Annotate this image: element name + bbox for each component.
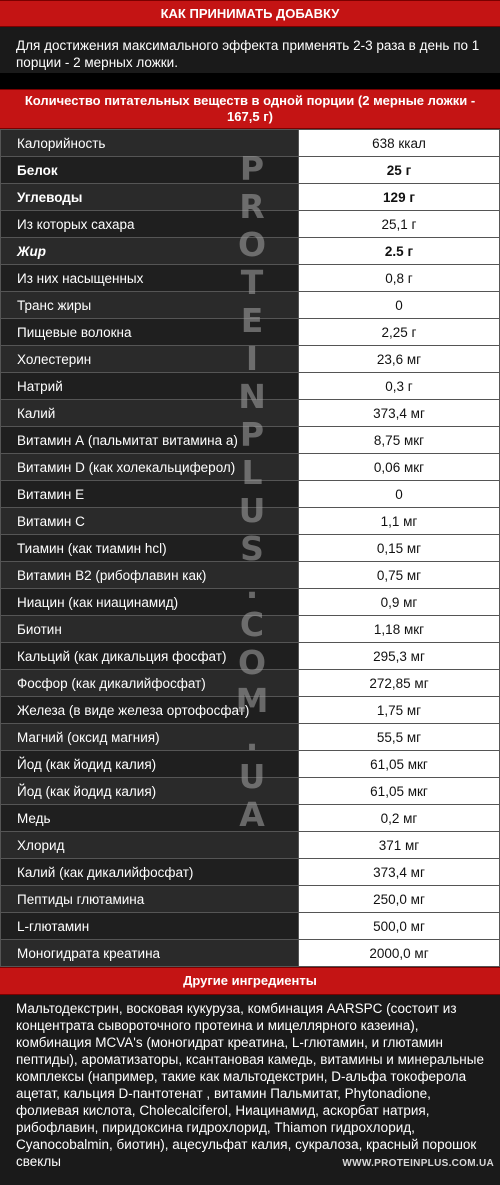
nutrient-name: Пищевые волокна: [1, 319, 299, 346]
nutrient-value: 25,1 г: [299, 211, 500, 238]
nutrient-value: 373,4 мг: [299, 859, 500, 886]
nutrient-name: Биотин: [1, 616, 299, 643]
watermark-letter: L: [241, 453, 263, 492]
table-row: [1, 805, 500, 832]
table-row: [1, 940, 500, 967]
nutrient-value: 0,2 мг: [299, 805, 500, 832]
nutrient-value: 0: [299, 481, 500, 508]
watermark-letter: O: [237, 225, 267, 264]
nutrient-name: Белок: [1, 157, 299, 184]
nutrient-value: 61,05 мкг: [299, 778, 500, 805]
nutrient-value: 61,05 мкг: [299, 751, 500, 778]
watermark-url: WWW.PROTEINPLUS.COM.UA: [342, 1158, 494, 1169]
watermark-letter: C: [239, 605, 265, 644]
table-row: [1, 481, 500, 508]
nutrient-name: L-глютамин: [1, 913, 299, 940]
usage-title: КАК ПРИНИМАТЬ ДОБАВКУ: [0, 0, 500, 27]
watermark-letter: A: [239, 795, 265, 834]
nutrient-name: Медь: [1, 805, 299, 832]
nutrient-name: Витамин D (как холекальциферол): [1, 454, 299, 481]
ingredients-text: Мальтодекстрин, восковая кукуруза, комбинация AARSPC (состоит из концентрата сывороточного протеина и мицеллярного казеина), комбинация MCVA's (моногидрат креатина, L-глютамин, и глютамин пептиды), ароматизаторы, ксантановая камедь, витамины и минеральные комплексы (например, такие как мальтодекстрин, D-альфа токоферола ацетат, кальция D-пантотенат , витамин Пальмитат, Phytonadione, фолиевая кислота, Cholecalciferol, Ниацинамид, аскорбат натрия, рибофлавин, пиридоксина гидрохлорид, Thiamon гидрохлорид, Cyanocobalmin, биотин), ацесульфат калия, сукралоза, красный порошок свеклы: [0, 995, 500, 1185]
table-row: [1, 697, 500, 724]
table-row: [1, 724, 500, 751]
nutrient-value: 129 г: [299, 184, 500, 211]
nutrient-name: Фосфор (как дикалийфосфат): [1, 670, 299, 697]
watermark-letter: O: [237, 643, 267, 682]
nutrition-section: [0, 89, 500, 967]
table-row: [1, 886, 500, 913]
table-row: [1, 373, 500, 400]
section-divider: [0, 73, 500, 89]
nutrient-name: Углеводы: [1, 184, 299, 211]
table-row: [1, 184, 500, 211]
nutrient-value: 638 ккал: [299, 130, 500, 157]
nutrient-value: 0,06 мкг: [299, 454, 500, 481]
nutrient-name: Хлорид: [1, 832, 299, 859]
nutrient-value: 2.5 г: [299, 238, 500, 265]
table-row: [1, 859, 500, 886]
table-row: [1, 157, 500, 184]
nutrient-name: Калий (как дикалийфосфат): [1, 859, 299, 886]
watermark-letter: U: [238, 757, 266, 796]
watermark-letter: .: [245, 567, 259, 606]
watermark-letter: P: [239, 415, 265, 454]
nutrient-value: 500,0 мг: [299, 913, 500, 940]
table-row: [1, 400, 500, 427]
nutrient-name: Витамин B2 (рибофлавин как): [1, 562, 299, 589]
nutrition-title: [0, 89, 500, 129]
table-row: [1, 589, 500, 616]
nutrient-value: 0,15 мг: [299, 535, 500, 562]
table-row: [1, 211, 500, 238]
table-row: [1, 643, 500, 670]
nutrient-name: Магний (оксид магния): [1, 724, 299, 751]
nutrient-value: 1,75 мг: [299, 697, 500, 724]
watermark-letter: I: [245, 339, 259, 378]
nutrient-name: Кальций (как дикальция фосфат): [1, 643, 299, 670]
nutrient-name: Калий: [1, 400, 299, 427]
table-row: [1, 454, 500, 481]
nutrient-name: Холестерин: [1, 346, 299, 373]
nutrient-name: Железа (в виде железа ортофосфат): [1, 697, 299, 724]
nutrient-value: 0,75 мг: [299, 562, 500, 589]
table-row: [1, 670, 500, 697]
nutrient-value: 1,1 мг: [299, 508, 500, 535]
table-row: [1, 508, 500, 535]
nutrient-value: 55,5 мг: [299, 724, 500, 751]
table-row: [1, 832, 500, 859]
ingredients-title: Другие ингредиенты: [0, 967, 500, 995]
nutrient-value: 295,3 мг: [299, 643, 500, 670]
table-row: [1, 913, 500, 940]
nutrient-name: Из которых сахара: [1, 211, 299, 238]
table-row: [1, 319, 500, 346]
table-row: [1, 751, 500, 778]
nutrient-value: 0: [299, 292, 500, 319]
watermark-letter: S: [240, 529, 264, 568]
nutrient-name: Моногидрата креатина: [1, 940, 299, 967]
watermark-letter: N: [238, 377, 266, 416]
nutrient-value: 25 г: [299, 157, 500, 184]
nutrient-value: 0,3 г: [299, 373, 500, 400]
watermark-letter: .: [245, 719, 259, 758]
watermark-letter: T: [240, 263, 264, 302]
nutrient-value: 0,9 мг: [299, 589, 500, 616]
ingredients-section: [0, 967, 500, 1185]
table-row: [1, 265, 500, 292]
nutrient-value: 373,4 мг: [299, 400, 500, 427]
watermark-letter: P: [239, 149, 265, 188]
nutrient-value: 0,8 г: [299, 265, 500, 292]
table-row: [1, 346, 500, 373]
nutrient-value: 8,75 мкг: [299, 427, 500, 454]
nutrient-value: 250,0 мг: [299, 886, 500, 913]
table-row: [1, 562, 500, 589]
nutrient-name: Витамин А (пальмитат витамина а): [1, 427, 299, 454]
nutrient-value: 371 мг: [299, 832, 500, 859]
nutrient-name: Пептиды глютамина: [1, 886, 299, 913]
nutrient-name: Калорийность: [1, 130, 299, 157]
table-row: [1, 778, 500, 805]
nutrient-name: Натрий: [1, 373, 299, 400]
nutrient-value: 272,85 мг: [299, 670, 500, 697]
table-row: [1, 292, 500, 319]
table-row: [1, 616, 500, 643]
usage-section: [0, 0, 500, 73]
nutrient-name: Из них насыщенных: [1, 265, 299, 292]
nutrient-name: Витамин С: [1, 508, 299, 535]
table-row: [1, 427, 500, 454]
table-row: [1, 130, 500, 157]
nutrient-value: 1,18 мкг: [299, 616, 500, 643]
nutrient-name: Йод (как йодид калия): [1, 778, 299, 805]
table-row: [1, 535, 500, 562]
watermark-letter: U: [238, 491, 266, 530]
nutrition-title-text: Количество питательных веществ в одной порции (2 мерные ложки - 167,5 г): [24, 93, 476, 124]
nutrient-name: Транс жиры: [1, 292, 299, 319]
usage-text: Для достижения максимального эффекта применять 2-3 раза в день по 1 порции - 2 мерных ложки.: [0, 27, 500, 73]
watermark-letter: R: [239, 187, 265, 226]
nutrient-name: Ниацин (как ниацинамид): [1, 589, 299, 616]
nutrient-name: Тиамин (как тиамин hcl): [1, 535, 299, 562]
watermark-letter: M: [235, 681, 269, 720]
nutrient-name: Витамин Е: [1, 481, 299, 508]
nutrient-value: 2,25 г: [299, 319, 500, 346]
nutrient-value: 23,6 мг: [299, 346, 500, 373]
table-row: [1, 238, 500, 265]
watermark-letter: E: [240, 301, 264, 340]
nutrient-name: Йод (как йодид калия): [1, 751, 299, 778]
nutrient-value: 2000,0 мг: [299, 940, 500, 967]
nutrition-table: [0, 129, 500, 967]
nutrient-name: Жир: [1, 238, 299, 265]
